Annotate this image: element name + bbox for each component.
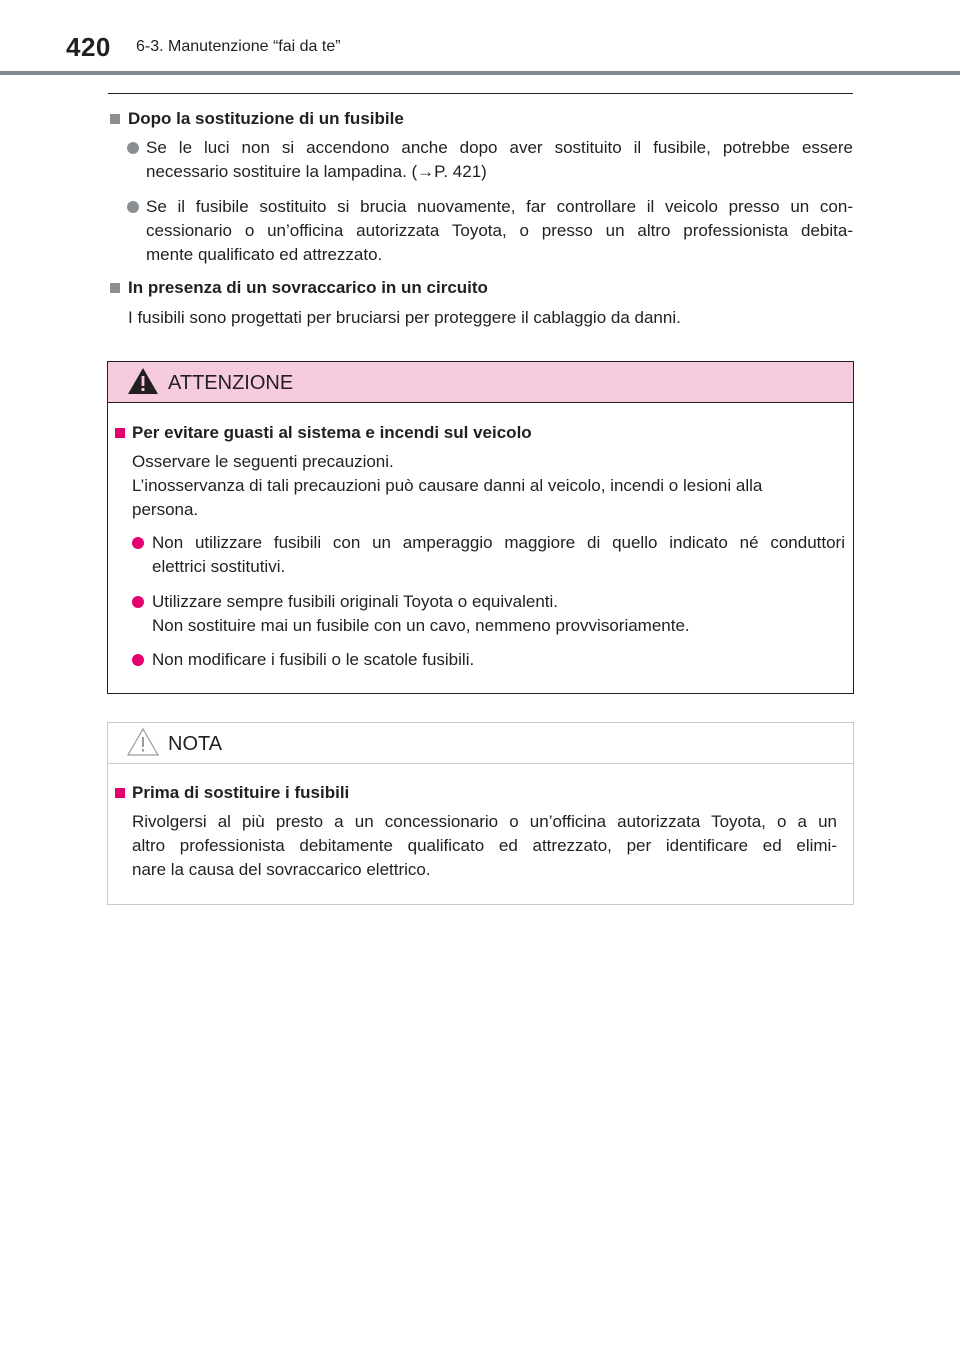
bullet-paragraph [146, 195, 853, 267]
round-bullet-icon [127, 201, 139, 213]
round-bullet-icon [127, 142, 139, 154]
round-bullet-icon [132, 537, 144, 549]
warning-intro [132, 450, 845, 522]
page-number: 420 [66, 32, 111, 62]
bullet-paragraph [146, 136, 853, 184]
text-line: Se il fusibile sostituito si brucia nuovamente, far controllare il veicolo presso un con- [146, 197, 853, 216]
text-line: Osservare le seguenti precauzioni. [132, 452, 394, 471]
text-line: Non utilizzare fusibili con un amperaggio maggiore di quello indicato né conduttori [152, 533, 845, 552]
square-bullet-icon [110, 114, 120, 124]
square-bullet-icon [115, 428, 125, 438]
round-bullet-icon [132, 654, 144, 666]
text-line: Se le luci non si accendono anche dopo aver sostituito il fusibile, potrebbe essere [146, 138, 853, 157]
text-line: Rivolgersi al più presto a un concessionario o un’officina autorizzata Toyota, o a un [132, 812, 837, 831]
text-line: Utilizzare sempre fusibili originali Toyota o equivalenti. [152, 592, 558, 611]
text-line: persona. [132, 500, 199, 519]
warning-bullet [152, 590, 845, 638]
square-bullet-icon [115, 788, 125, 798]
text-line: mente qualificato ed attrezzato. [146, 245, 383, 264]
text-line: necessario sostituire la lampadina. (→P. 421) [146, 162, 487, 181]
note-box [107, 722, 854, 905]
text-line: elettrici sostitutivi. [152, 557, 286, 576]
text-line: Non modificare i fusibili o le scatole fusibili. [152, 650, 475, 669]
header-divider [0, 71, 960, 75]
warning-triangle-icon [126, 366, 160, 396]
text-line: altro professionista debitamente qualificato ed attrezzato, per identificare ed elimi- [132, 836, 837, 855]
note-title: NOTA [168, 733, 223, 755]
text-line: Non sostituire mai un fusibile con un cavo, nemmeno provvisoriamente. [152, 616, 690, 635]
content-divider [108, 93, 853, 94]
square-bullet-icon [110, 283, 120, 293]
warning-bullet [152, 531, 845, 579]
note-text [132, 810, 837, 882]
warning-box [107, 361, 854, 694]
warning-heading: Per evitare guasti al sistema e incendi sul veicolo [132, 423, 532, 442]
body-text: I fusibili sono progettati per bruciarsi per proteggere il cablaggio da danni. [128, 308, 681, 327]
round-bullet-icon [132, 596, 144, 608]
text-line: nare la causa del sovraccarico elettrico. [132, 860, 431, 879]
warning-title: ATTENZIONE [168, 372, 294, 394]
section-title: 6-3. Manutenzione “fai da te” [136, 38, 341, 55]
warning-bullet [152, 648, 845, 672]
section-heading: In presenza di un sovraccarico in un circuito [128, 278, 488, 297]
note-heading: Prima di sostituire i fusibili [132, 783, 350, 802]
text-line: cessionario o un’officina autorizzata Toyota, o presso un altro professionista debita- [146, 221, 853, 240]
warning-box-header [108, 362, 853, 403]
caution-triangle-icon [126, 727, 160, 757]
page-header [0, 0, 960, 76]
note-box-header [108, 723, 853, 764]
section-heading: Dopo la sostituzione di un fusibile [128, 109, 404, 128]
text-line: L’inosservanza di tali precauzioni può causare danni al veicolo, incendi o lesioni alla [132, 476, 763, 495]
